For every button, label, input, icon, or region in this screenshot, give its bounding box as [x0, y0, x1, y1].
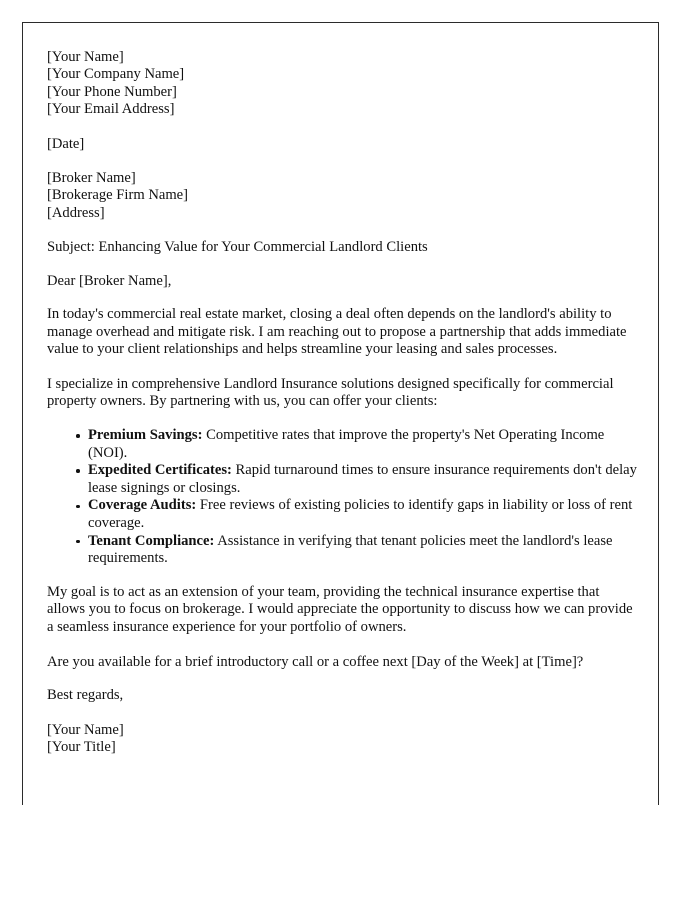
spacer — [47, 411, 638, 427]
list-item — [47, 533, 638, 568]
sign-off: Best regards, — [47, 687, 124, 704]
spacer — [47, 153, 638, 170]
list-item-lead: Premium Savings: — [88, 427, 203, 444]
document-page — [22, 22, 659, 805]
list-item-text: Competitive rates that improve the property's Net Operating Income (NOI). — [88, 427, 605, 461]
spacer — [47, 671, 638, 687]
spacer — [47, 637, 638, 654]
recipient-address: [Address] — [47, 204, 105, 221]
sender-block — [47, 49, 638, 119]
list-item-lead: Coverage Audits: — [88, 497, 197, 514]
sender-email: [Your Email Address] — [47, 101, 175, 118]
recipient-firm: [Brokerage Firm Name] — [47, 187, 189, 204]
list-item-text: Assistance in verifying that tenant policies meet the landlord's lease requirements. — [88, 532, 613, 567]
spacer — [47, 359, 638, 376]
list-item-lead: Tenant Compliance: — [88, 532, 215, 549]
spacer — [47, 119, 638, 136]
spacer — [47, 290, 638, 306]
recipient-name: [Broker Name] — [47, 170, 136, 187]
spacer — [47, 257, 638, 273]
signature-title: [Your Title] — [47, 738, 116, 755]
list-item — [47, 427, 638, 462]
recipient-block — [47, 170, 638, 222]
signature-block — [47, 722, 638, 757]
subject-line: Subject: Enhancing Value for Your Commercial Landlord Clients — [47, 239, 428, 256]
list-item-lead: Expedited Certificates: — [88, 462, 232, 479]
closing-paragraph-2: Are you available for a brief introductory call or a coffee next [Day of the Week] at [Time]? — [47, 653, 584, 670]
sender-name: [Your Name] — [47, 49, 124, 65]
signature-name: [Your Name] — [47, 721, 124, 738]
sender-phone: [Your Phone Number] — [47, 83, 177, 100]
spacer — [47, 705, 638, 722]
date-line: [Date] — [47, 135, 85, 152]
list-item — [47, 497, 638, 532]
letter-content — [23, 23, 658, 756]
salutation: Dear [Broker Name], — [47, 272, 172, 289]
sender-company: [Your Company Name] — [47, 66, 185, 83]
body-paragraph-2: I specialize in comprehensive Landlord Insurance solutions designed specifically for commercial property owners. By partnering with us, you can offer your clients: — [47, 375, 614, 410]
bullet-icon — [76, 505, 80, 509]
list-item-text: Free reviews of existing policies to identify gaps in liability or loss of rent coverage. — [88, 497, 633, 531]
list-item-text: Rapid turnaround times to ensure insurance requirements don't delay lease signings or closings. — [88, 462, 637, 496]
spacer — [47, 568, 638, 584]
body-paragraph-1: In today's commercial real estate market, closing a deal often depends on the landlord's ability to manage overhead and mitigate risk. I am reaching out to propose a partnership that adds immediate value to your client relationships and helps streamline your leasing and sales processes. — [47, 306, 627, 358]
bullet-icon — [76, 434, 80, 438]
closing-paragraph-1: My goal is to act as an extension of your team, providing the technical insurance expertise that allows you to focus on brokerage. I would appreciate the opportunity to discuss how we can provide a seamless insurance experience for your portfolio of owners. — [47, 583, 633, 635]
benefits-list — [47, 427, 638, 568]
bullet-icon — [76, 469, 80, 473]
spacer — [47, 222, 638, 239]
bullet-icon — [76, 540, 80, 544]
list-item — [47, 462, 638, 497]
